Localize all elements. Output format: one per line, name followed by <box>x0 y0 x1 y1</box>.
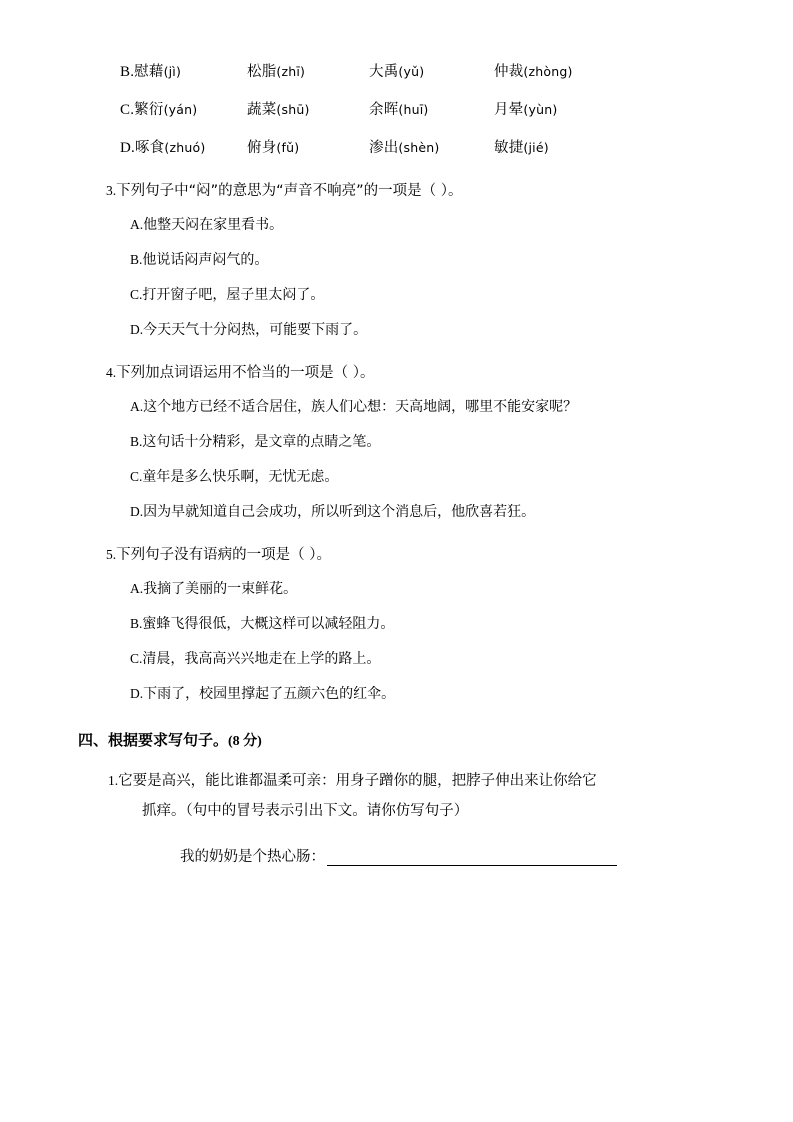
word-text: 月晕 <box>494 102 524 118</box>
option-label: B. <box>130 616 143 631</box>
pinyin-option-row <box>96 136 706 157</box>
option-label: B. <box>130 434 143 449</box>
pinyin-text: (huī) <box>398 102 429 117</box>
option-label: D. <box>120 140 135 156</box>
pinyin-text: (zhòng) <box>523 64 573 79</box>
question-text: 下列句子中“闷”的意思为“声音不响亮”的一项是（ ）。 <box>116 183 463 199</box>
answer-blank-line[interactable] <box>327 850 617 866</box>
pinyin-text: (yǔ) <box>398 64 425 79</box>
option-label: C. <box>130 469 143 484</box>
page-content <box>78 60 706 866</box>
pinyin-text: (shèn) <box>398 140 440 155</box>
pinyin-cell <box>369 136 494 157</box>
pinyin-cell <box>120 136 247 157</box>
word-text: 渗出 <box>369 140 399 156</box>
question-4-1-line-2 <box>96 796 706 826</box>
option-text: 今天天气十分闷热，可能要下雨了。 <box>143 322 368 338</box>
answer-row <box>96 845 706 866</box>
question-4-stem <box>96 361 706 382</box>
question-3-option-d <box>96 319 706 339</box>
option-label: D. <box>130 322 144 337</box>
pinyin-text: (shū) <box>276 102 310 117</box>
option-text: 他整天闷在家里看书。 <box>143 217 284 233</box>
pinyin-cell <box>369 60 494 81</box>
pinyin-cell <box>247 98 369 119</box>
question-5-option-d <box>96 683 706 703</box>
pinyin-cell <box>494 60 614 81</box>
question-4-option-d <box>96 501 706 521</box>
question-text: 它要是高兴，能比谁都温柔可亲：用身子蹭你的腿，把脖子伸出来让你给它 <box>118 773 597 789</box>
pinyin-cell <box>120 98 247 119</box>
pinyin-cell <box>494 136 614 157</box>
pinyin-text: (zhī) <box>276 64 306 79</box>
option-label: C. <box>130 287 143 302</box>
option-label: C. <box>130 651 143 666</box>
word-text: 慰藉 <box>134 64 164 80</box>
question-3-stem <box>96 179 706 200</box>
question-4-1-line-1 <box>96 766 706 796</box>
section-score: (8 分) <box>228 734 262 749</box>
pinyin-text: (jié) <box>523 140 549 155</box>
option-text: 下雨了，校园里撑起了五颜六色的红伞。 <box>143 686 396 702</box>
option-label: A. <box>130 581 144 596</box>
word-text: 俯身 <box>247 140 277 156</box>
pinyin-text: (jì) <box>163 64 182 79</box>
question-text-continued: 抓痒。（句中的冒号表示引出下文。请你仿写句子） <box>142 803 469 820</box>
option-text: 打开窗子吧，屋子里太闷了。 <box>142 287 325 303</box>
option-label: A. <box>130 399 144 414</box>
answer-prompt: 我的奶奶是个热心肠： <box>180 848 325 865</box>
question-text: 下列句子没有语病的一项是（ ）。 <box>116 547 331 563</box>
option-text: 清晨，我高高兴兴地走在上学的路上。 <box>142 651 381 667</box>
question-5-option-c <box>96 648 706 668</box>
pinyin-text: (zhuó) <box>164 140 206 155</box>
question-number: 4. <box>106 365 117 380</box>
option-label: D. <box>130 686 144 701</box>
word-text: 大禹 <box>369 64 399 80</box>
question-number: 1. <box>108 773 119 788</box>
option-label: D. <box>130 504 144 519</box>
question-4-option-b <box>96 431 706 451</box>
question-3-option-b <box>96 249 706 269</box>
option-text: 因为早就知道自己会成功，所以听到这个消息后，他欣喜若狂。 <box>143 504 536 520</box>
word-text: 仲裁 <box>494 64 524 80</box>
option-text: 这个地方已经不适合居住，族人们心想：天高地阔，哪里不能安家呢？ <box>143 399 578 415</box>
pinyin-text: (fǔ) <box>276 140 300 155</box>
pinyin-text: (yán) <box>163 102 198 117</box>
option-label: B. <box>120 64 135 80</box>
option-text: 我摘了美丽的一束鲜花。 <box>143 581 298 597</box>
question-number: 3. <box>106 183 117 198</box>
section-heading-four <box>78 729 706 750</box>
word-text: 蔬菜 <box>247 102 277 118</box>
pinyin-text: (yùn) <box>523 102 558 117</box>
question-3-option-a <box>96 214 706 234</box>
question-5-option-a <box>96 578 706 598</box>
pinyin-cell <box>247 60 369 81</box>
option-label: A. <box>130 217 144 232</box>
question-3-option-c <box>96 284 706 304</box>
option-text: 他说话闷声闷气的。 <box>142 252 269 268</box>
question-number: 5. <box>106 547 117 562</box>
section-title: 四、根据要求写句子。 <box>78 731 229 749</box>
pinyin-cell <box>120 60 247 81</box>
word-text: 繁衍 <box>134 102 164 118</box>
pinyin-cell <box>247 136 369 157</box>
question-5-option-b <box>96 613 706 633</box>
question-text: 下列加点词语运用不恰当的一项是（ ）。 <box>116 365 375 381</box>
word-text: 啄食 <box>134 140 165 156</box>
pinyin-option-row <box>96 60 706 81</box>
word-text: 松脂 <box>247 64 277 80</box>
option-text: 蜜蜂飞得很低，大概这样可以减轻阻力。 <box>142 616 395 632</box>
pinyin-option-row <box>96 98 706 119</box>
option-text: 这句话十分精彩，是文章的点睛之笔。 <box>142 434 381 450</box>
question-4-option-a <box>96 396 706 416</box>
word-text: 余晖 <box>369 102 399 118</box>
pinyin-cell <box>369 98 494 119</box>
pinyin-cell <box>494 98 614 119</box>
question-4-option-c <box>96 466 706 486</box>
question-5-stem <box>96 543 706 564</box>
option-label: B. <box>130 252 143 267</box>
option-label: C. <box>120 102 135 118</box>
option-text: 童年是多么快乐啊，无忧无虑。 <box>142 469 339 485</box>
word-text: 敏捷 <box>494 140 524 156</box>
